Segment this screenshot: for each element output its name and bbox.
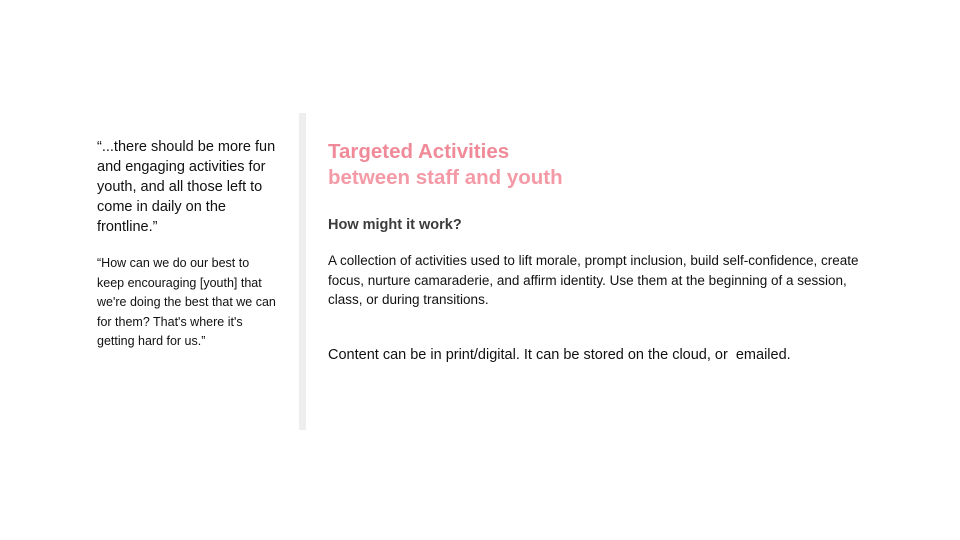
section-heading: How might it work? xyxy=(328,217,462,233)
vertical-divider xyxy=(299,113,306,430)
quote-encouraging-youth: “How can we do our best to keep encouraging [youth] that we're doing the best that we can for them? That's where it's getting hard for us.” xyxy=(97,256,276,348)
slide-title: Targeted Activities xyxy=(328,140,510,163)
slide-subtitle: between staff and youth xyxy=(328,166,563,189)
quote-frontline-youth: “...there should be more fun and engaging activities for youth, and all those left to come in daily on the frontline.” xyxy=(97,139,276,235)
content-note: Content can be in print/digital. It can be stored on the cloud, or emailed. xyxy=(328,347,791,363)
description-paragraph: A collection of activities used to lift morale, prompt inclusion, build self-confidence, create focus, nurture camaraderie, and affirm identity. Use them at the beginning of a session, class, or during transitions. xyxy=(328,253,859,307)
